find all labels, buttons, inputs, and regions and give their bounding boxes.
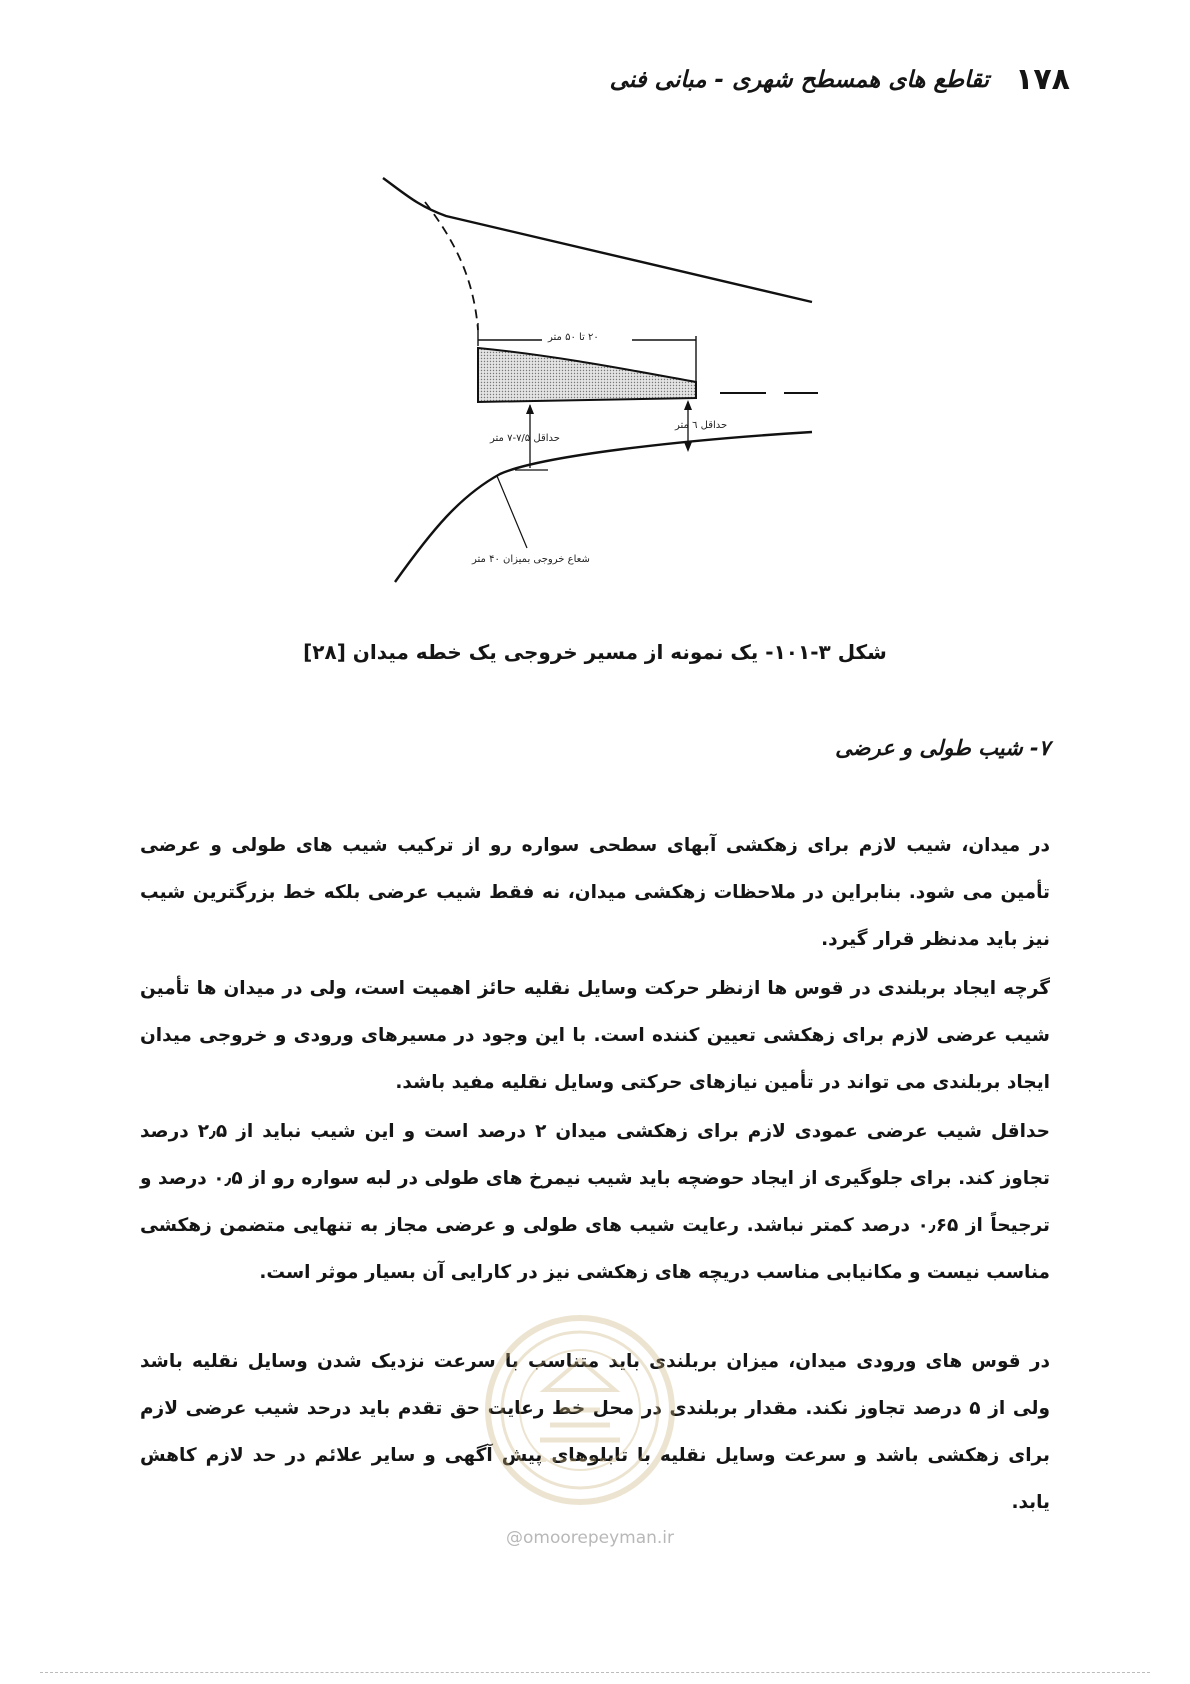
- paragraph-superelevation: گرچه ایجاد بربلندی در قوس ها ازنظر حرکت وسایل نقلیه حائز اهمیت است، ولی در میدان ها تأمین شیب عرضی لازم برای زهکشی تعیین کننده است. با این وجود در مسیرهای ورودی و خروجی میدان ایجاد بربلندی می تواند در تأمین نیازهای حرکتی وسایل نقلیه مفید باشد.: [140, 978, 1050, 1093]
- page-number: ۱۷۸: [1015, 62, 1070, 97]
- paragraph-min-cross-slope: حداقل شیب عرضی عمودی لازم برای زهکشی میدان ۲ درصد است و این شیب نباید از ۲٫۵ درصد تجاوز کند. برای جلوگیری از ایجاد حوضچه باید شیب نیمرخ های طولی در لبه سواره رو از ۰٫۵ درصد و ترجیحاً از ۰٫۶۵ درصد کمتر نباشد. رعایت شیب های طولی و عرضی مجاز به تنهایی متضمن زهکشی مناسب نیست و مکانیابی مناسب دریچه های زهکشی نیز در کارایی آن بسیار موثر است.: [140, 1121, 1050, 1283]
- exit-radius-leader: [497, 476, 527, 548]
- label-min-gap: حداقل ۷/۵-۷ متر: [490, 433, 560, 444]
- label-exit-radius: شعاع خروجی بمیزان ۴۰ متر: [472, 554, 590, 565]
- section-heading: ۷- شیب طولی و عرضی: [835, 736, 1050, 760]
- paragraph-drainage-slope: در میدان، شیب لازم برای زهکشی آبهای سطحی سواره رو از ترکیب شیب های طولی و عرضی تأمین می شود. بنابراین در ملاحظات زهکشی میدان، نه فقط شیب عرضی بلکه خط بزرگترین شیب نیز باید مدنظر قرار گیرد.: [140, 835, 1050, 950]
- diagram-drawing: [0, 150, 1190, 610]
- running-title: تقاطع های همسطح شهری - مبانی فنی: [609, 66, 990, 93]
- watermark-url: @omoorepeyman.ir: [505, 1528, 675, 1548]
- splitter-island: [478, 348, 696, 402]
- page-header: [570, 62, 1070, 97]
- exit-lane-diagram: [0, 150, 1190, 610]
- paragraph-entry-curves: در قوس های ورودی میدان، میزان بربلندی باید متناسب با سرعت نزدیک شدن وسایل نقلیه باشد ولی از ۵ درصد تجاوز نکند. مقدار بربلندی در محل خط رعایت حق تقدم باید درحد شیب عرضی لازم برای زهکشی باشد و سرعت وسایل نقلیه با تابلوهای پیش آگهی و سایر علائم در حد لازم کاهش یابد.: [140, 1351, 1050, 1513]
- figure-caption: شکل ۳-۱۰۱- یک نمونه از مسیر خروجی یک خطه میدان [۲۸]: [303, 640, 887, 664]
- upper-road-edge: [383, 178, 812, 302]
- lower-road-edge: [395, 432, 812, 582]
- min-gap-arrow-head-up: [526, 404, 534, 414]
- page-bottom-rule: [40, 1672, 1150, 1673]
- min-width-arrow-head-up: [684, 400, 692, 410]
- label-min-width: حداقل ٦ متر: [675, 420, 728, 431]
- min-width-arrow-head-down: [684, 442, 692, 452]
- label-length: ۲۰ تا ۵۰ متر: [548, 332, 599, 343]
